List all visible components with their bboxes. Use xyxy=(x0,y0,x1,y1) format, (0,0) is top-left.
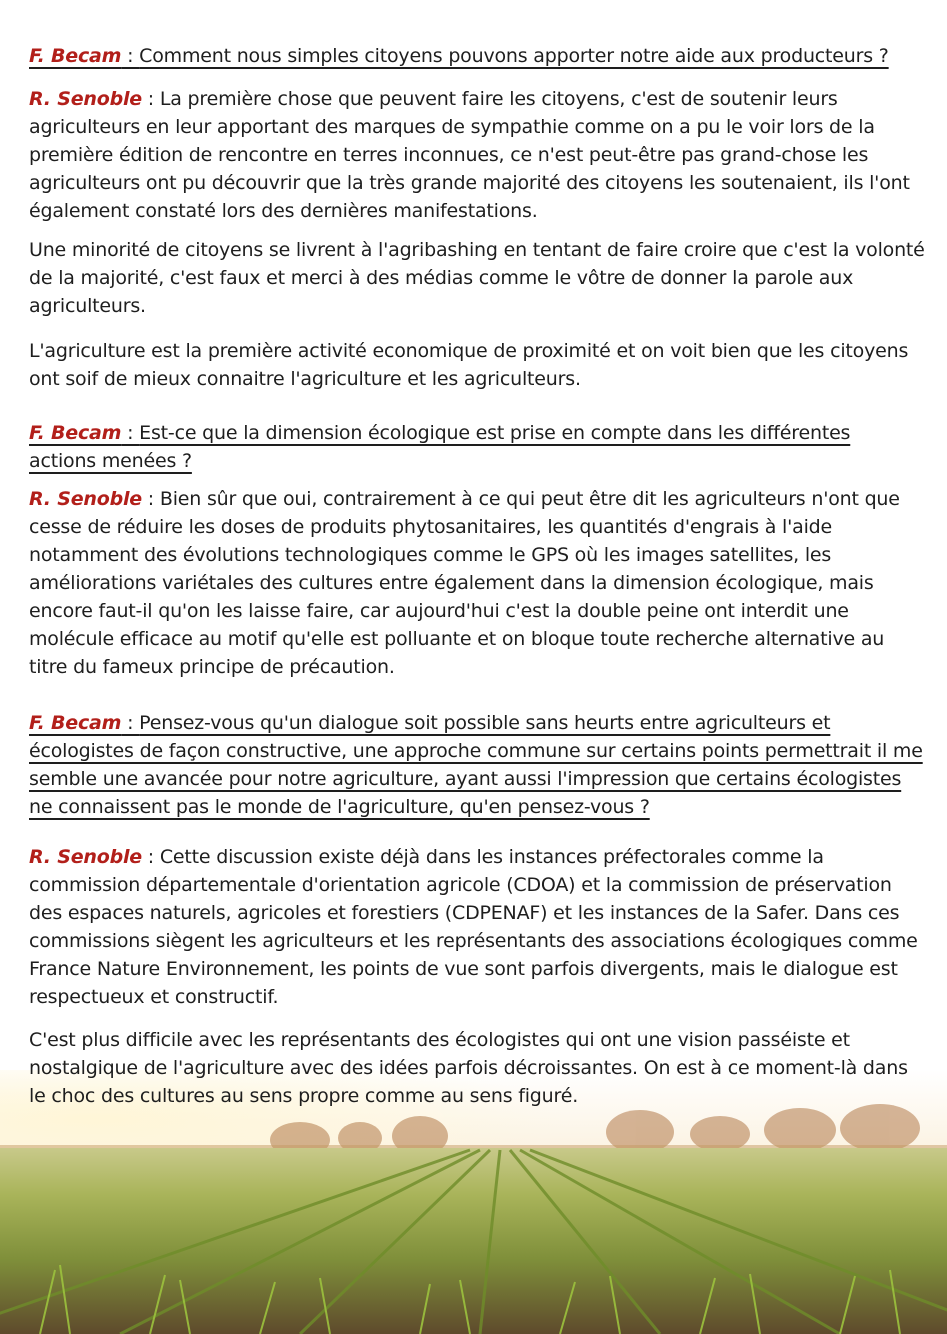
answer-2 xyxy=(29,485,927,681)
question-1-text: Comment nous simples citoyens pouvons apporter notre aide aux producteurs ? xyxy=(139,45,889,67)
separator: : xyxy=(121,712,140,734)
separator: : xyxy=(121,45,140,67)
question-2-text: Est-ce que la dimension écologique est prise en compte dans les différentes actions menées ? xyxy=(29,422,851,472)
question-3-text: Pensez-vous qu'un dialogue soit possible sans heurts entre agriculteurs et écologistes de façon constructive, une approche commune sur certains points permettrait il me semble une avancée pour notre agriculture, ayant aussi l'impression que certains écologistes ne connaissent pas le monde de l'agriculture, qu'en pensez-vous ? xyxy=(29,712,923,818)
answer-1 xyxy=(29,85,927,225)
interviewer-name: F. Becam xyxy=(29,422,122,444)
question-3 xyxy=(29,709,927,821)
question-1 xyxy=(29,42,927,70)
answer-3 xyxy=(29,843,927,1011)
respondent-name: R. Senoble xyxy=(29,88,142,110)
question-2 xyxy=(29,419,889,475)
answer-2-paragraph-1: Bien sûr que oui, contrairement à ce qui peut être dit les agriculteurs n'ont que cesse de réduire les doses de produits phytosanitaires, les quantités d'engrais à l'aide notamment des évolutions technologiques comme le GPS où les images satellites, les améliorations variétales des cultures entre également dans la dimension écologique, mais encore faut-il qu'on les laisse faire, car aujourd'hui c'est la double peine ont interdit une molécule efficace au motif qu'elle est polluante et on bloque toute recherche alternative au titre du fameux principe de précaution. xyxy=(29,488,900,678)
answer-1-paragraph-1: La première chose que peuvent faire les citoyens, c'est de soutenir leurs agriculteurs en leur apportant des marques de sympathie comme on a pu le voir lors de la première édition de rencontre en terres inconnues, ce n'est peut-être pas grand-chose les agriculteurs ont pu découvrir que la très grande majorité des citoyens les soutenaient, ils l'ont également constaté lors des dernières manifestations. xyxy=(29,88,910,222)
answer-1-paragraph-2: Une minorité de citoyens se livrent à l'agribashing en tentant de faire croire que c'est la volonté de la majorité, c'est faux et merci à des médias comme le vôtre de donner la parole aux agriculteurs. xyxy=(29,239,925,317)
separator: : xyxy=(141,488,160,510)
interviewer-name: F. Becam xyxy=(29,45,122,67)
separator: : xyxy=(121,422,140,444)
interviewer-name: F. Becam xyxy=(29,712,122,734)
respondent-name: R. Senoble xyxy=(29,488,142,510)
respondent-name: R. Senoble xyxy=(29,846,142,868)
answer-3-paragraph-1: Cette discussion existe déjà dans les instances préfectorales comme la commission départementale d'orientation agricole (CDOA) et la commission de préservation des espaces naturels, agricoles et forestiers (CDPENAF) et les instances de la Safer. Dans ces commissions siègent les agriculteurs et les représentants des associations écologiques comme France Nature Environnement, les points de vue sont parfois divergents, mais le dialogue est respectueux et constructif. xyxy=(29,846,918,1008)
answer-1-paragraph-3: L'agriculture est la première activité economique de proximité et on voit bien que les citoyens ont soif de mieux connaitre l'agriculture et les agriculteurs. xyxy=(29,340,909,390)
separator: : xyxy=(141,88,160,110)
separator: : xyxy=(141,846,160,868)
answer-3-paragraph-2: C'est plus difficile avec les représentants des écologistes qui ont une vision passéiste et nostalgique de l'agriculture avec des idées parfois décroissantes. On est à ce moment-là dans le choc des cultures au sens propre comme au sens figuré. xyxy=(29,1029,908,1107)
